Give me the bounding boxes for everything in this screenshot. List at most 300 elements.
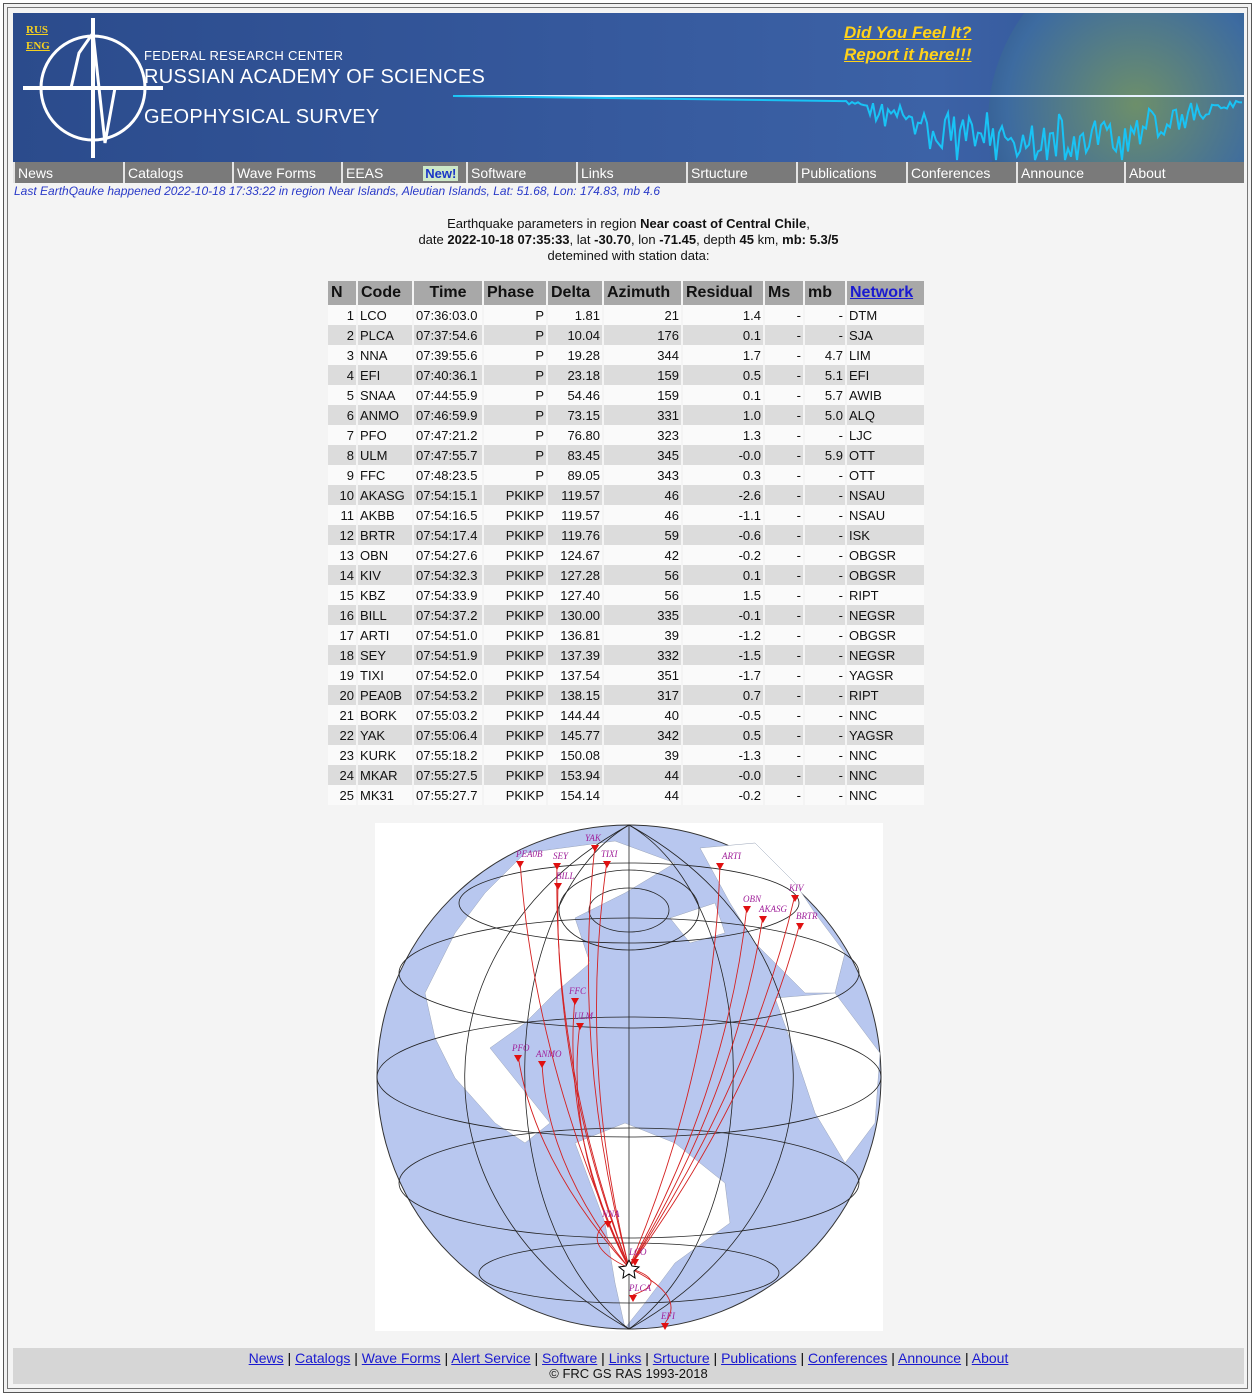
eq-mb-label: mb: (782, 232, 806, 247)
cell-time: 07:54:37.2 (414, 605, 482, 625)
cell-n: 18 (328, 645, 356, 665)
cell-code: EFI (358, 365, 412, 385)
cell-phase: PKIKP (484, 785, 546, 805)
cell-ms: - (765, 425, 803, 445)
cell-phase: PKIKP (484, 705, 546, 725)
globe-image (988, 13, 1244, 162)
report-it-link[interactable]: Report it here!!! (844, 45, 972, 64)
cell-azimuth: 21 (604, 305, 681, 325)
cell-azimuth: 44 (604, 785, 681, 805)
cell-network: NNC (847, 705, 924, 725)
table-row (328, 745, 924, 765)
cell-residual: 0.5 (683, 365, 763, 385)
cell-azimuth: 317 (604, 685, 681, 705)
cell-ms: - (765, 685, 803, 705)
footer-link-conferences[interactable]: Conferences (807, 1350, 888, 1366)
cell-time: 07:36:03.0 (414, 305, 482, 325)
cell-delta: 130.00 (548, 605, 602, 625)
cell-time: 07:40:36.1 (414, 365, 482, 385)
cell-code: AKBB (358, 505, 412, 525)
eq-lat: -30.70 (594, 232, 632, 247)
cell-time: 07:44:55.9 (414, 385, 482, 405)
cell-n: 9 (328, 465, 356, 485)
cell-code: PLCA (358, 325, 412, 345)
cell-phase: PKIKP (484, 485, 546, 505)
cell-delta: 124.67 (548, 545, 602, 565)
cell-n: 7 (328, 425, 356, 445)
nav-software[interactable]: Software (466, 162, 576, 183)
table-row (328, 785, 924, 805)
station-label-sey: SEY (553, 851, 569, 861)
cell-code: LCO (358, 305, 412, 325)
cell-delta: 153.94 (548, 765, 602, 785)
station-table (326, 281, 926, 805)
cell-phase: P (484, 345, 546, 365)
cell-code: ARTI (358, 625, 412, 645)
nav-about[interactable]: About (1124, 162, 1244, 183)
cell-mb: 5.9 (805, 445, 845, 465)
cell-code: KBZ (358, 585, 412, 605)
footer-link-about[interactable]: About (971, 1350, 1009, 1366)
cell-mb: - (805, 585, 845, 605)
cell-network: DTM (847, 305, 924, 325)
cell-phase: PKIKP (484, 665, 546, 685)
station-label-plca: PLCA (629, 1283, 652, 1293)
col-phase: Phase (484, 281, 546, 305)
cell-phase: P (484, 385, 546, 405)
col-time: Time (414, 281, 482, 305)
footer-link-links[interactable]: Links (608, 1350, 642, 1366)
cell-phase: PKIKP (484, 625, 546, 645)
cell-code: TIXI (358, 665, 412, 685)
cell-delta: 119.57 (548, 505, 602, 525)
copyright: © FRC GS RAS 1993-2018 (549, 1366, 708, 1381)
cell-mb: 5.7 (805, 385, 845, 405)
cell-ms: - (765, 385, 803, 405)
cell-phase: PKIKP (484, 585, 546, 605)
cell-azimuth: 39 (604, 745, 681, 765)
cell-delta: 54.46 (548, 385, 602, 405)
nav-publications[interactable]: Publications (796, 162, 906, 183)
footer (13, 1348, 1244, 1384)
cell-n: 3 (328, 345, 356, 365)
cell-n: 2 (328, 325, 356, 345)
cell-delta: 127.40 (548, 585, 602, 605)
org-line-3: GEOPHYSICAL SURVEY (144, 106, 380, 128)
logo-emblem-icon (23, 18, 163, 158)
cell-time: 07:55:27.7 (414, 785, 482, 805)
footer-link-srtucture[interactable]: Srtucture (652, 1350, 710, 1366)
cell-ms: - (765, 665, 803, 685)
station-label-akasg: AKASG (759, 904, 787, 914)
lang-rus-link[interactable]: RUS (26, 24, 49, 36)
cell-n: 1 (328, 305, 356, 325)
last-earthquake-ticker[interactable]: Last EarthQauke happened 2022-10-18 17:33:22 in region Near Islands, Aleutian Islands, Lat: 51.68, Lon: 174.83, mb 4.6 (14, 184, 661, 198)
cell-ms: - (765, 525, 803, 545)
table-row (328, 445, 924, 465)
cell-code: KIV (358, 565, 412, 585)
table-row (328, 725, 924, 745)
cell-time: 07:55:06.4 (414, 725, 482, 745)
footer-link-wave-forms[interactable]: Wave Forms (361, 1350, 441, 1366)
table-row (328, 345, 924, 365)
cell-delta: 154.14 (548, 785, 602, 805)
cell-network: SJA (847, 325, 924, 345)
cell-residual: 0.1 (683, 385, 763, 405)
cell-ms: - (765, 545, 803, 565)
cell-time: 07:55:03.2 (414, 705, 482, 725)
nav-structure[interactable]: Srtucture (686, 162, 796, 183)
cell-code: PEA0B (358, 685, 412, 705)
cell-azimuth: 332 (604, 645, 681, 665)
col-code: Code (358, 281, 412, 305)
nav-conferences[interactable]: Conferences (906, 162, 1016, 183)
table-row (328, 525, 924, 545)
cell-ms: - (765, 485, 803, 505)
cell-network: ISK (847, 525, 924, 545)
cell-time: 07:47:55.7 (414, 445, 482, 465)
eq-date: 2022-10-18 07:35:33 (447, 232, 570, 247)
nav-catalogs[interactable]: Catalogs (123, 162, 232, 183)
cell-mb: - (805, 485, 845, 505)
col-residual: Residual (683, 281, 763, 305)
footer-link-news[interactable]: News (248, 1350, 284, 1366)
cell-network: NNC (847, 785, 924, 805)
cell-delta: 76.80 (548, 425, 602, 445)
cell-network: NNC (847, 765, 924, 785)
eq-region-line: Earthquake parameters in region Near coast of Central Chile, (447, 216, 810, 231)
cell-phase: PKIKP (484, 725, 546, 745)
cell-delta: 73.15 (548, 405, 602, 425)
table-row (328, 605, 924, 625)
cell-code: AKASG (358, 485, 412, 505)
cell-code: NNA (358, 345, 412, 365)
cell-delta: 127.28 (548, 565, 602, 585)
eq-region: Near coast of Central Chile (640, 216, 807, 231)
cell-mb: - (805, 705, 845, 725)
cell-phase: PKIKP (484, 745, 546, 765)
cell-phase: P (484, 425, 546, 445)
cell-delta: 137.54 (548, 665, 602, 685)
station-label-anmo: ANMO (536, 1049, 562, 1059)
cell-n: 16 (328, 605, 356, 625)
cell-mb: - (805, 505, 845, 525)
cell-time: 07:55:18.2 (414, 745, 482, 765)
cell-network: NEGSR (847, 645, 924, 665)
cell-phase: PKIKP (484, 545, 546, 565)
cell-code: FFC (358, 465, 412, 485)
cell-mb: - (805, 645, 845, 665)
cell-network: OTT (847, 465, 924, 485)
cell-residual: 1.3 (683, 425, 763, 445)
cell-phase: P (484, 305, 546, 325)
cell-residual: -1.2 (683, 625, 763, 645)
nav-links[interactable]: Links (576, 162, 686, 183)
table-row (328, 625, 924, 645)
eq-params-line (0, 232, 1257, 247)
cell-network: YAGSR (847, 665, 924, 685)
station-rows (328, 305, 924, 805)
cell-code: BORK (358, 705, 412, 725)
cell-residual: 0.1 (683, 565, 763, 585)
cell-mb: - (805, 465, 845, 485)
cell-ms: - (765, 345, 803, 365)
cell-ms: - (765, 465, 803, 485)
footer-link-software[interactable]: Software (542, 1350, 598, 1366)
cell-time: 07:54:51.9 (414, 645, 482, 665)
cell-network: EFI (847, 365, 924, 385)
cell-delta: 137.39 (548, 645, 602, 665)
ray-path-map (375, 823, 883, 1331)
cell-azimuth: 159 (604, 385, 681, 405)
cell-residual: -0.6 (683, 525, 763, 545)
cell-azimuth: 39 (604, 625, 681, 645)
cell-delta: 23.18 (548, 365, 602, 385)
cell-time: 07:54:51.0 (414, 625, 482, 645)
station-label-obn: OBN (743, 894, 761, 904)
eq-km-label: km, (757, 232, 779, 247)
col-azimuth: Azimuth (604, 281, 681, 305)
cell-azimuth: 342 (604, 725, 681, 745)
cell-residual: -0.5 (683, 705, 763, 725)
cell-time: 07:48:23.5 (414, 465, 482, 485)
cell-ms: - (765, 585, 803, 605)
cell-network: RIPT (847, 585, 924, 605)
cell-time: 07:54:17.4 (414, 525, 482, 545)
cell-network: YAGSR (847, 725, 924, 745)
cell-n: 22 (328, 725, 356, 745)
station-label-kiv: KIV (789, 883, 804, 893)
nav-announce[interactable]: Announce (1016, 162, 1124, 183)
cell-n: 5 (328, 385, 356, 405)
cell-azimuth: 343 (604, 465, 681, 485)
cell-phase: PKIKP (484, 765, 546, 785)
nav-eeas[interactable] (341, 162, 466, 183)
cell-delta: 136.81 (548, 625, 602, 645)
table-header-row (328, 281, 924, 305)
network-sort-link[interactable]: Network (850, 284, 914, 301)
cell-phase: P (484, 465, 546, 485)
cell-mb: - (805, 745, 845, 765)
table-row (328, 485, 924, 505)
cell-network: AWIB (847, 385, 924, 405)
org-line-2: RUSSIAN ACADEMY OF SCIENCES (144, 66, 486, 88)
cell-delta: 144.44 (548, 705, 602, 725)
cell-n: 6 (328, 405, 356, 425)
cell-code: OBN (358, 545, 412, 565)
table-row (328, 325, 924, 345)
cell-time: 07:54:16.5 (414, 505, 482, 525)
cell-network: OBGSR (847, 565, 924, 585)
cell-n: 20 (328, 685, 356, 705)
cell-code: PFO (358, 425, 412, 445)
cell-mb: - (805, 425, 845, 445)
footer-links: News | Catalogs | Wave Forms | Alert Service | Software | Links | Srtucture | Publications | Conferences | Announce | About (248, 1350, 1009, 1366)
cell-mb: - (805, 525, 845, 545)
cell-residual: 0.1 (683, 325, 763, 345)
cell-time: 07:54:15.1 (414, 485, 482, 505)
nav-wave-forms[interactable]: Wave Forms (232, 162, 341, 183)
table-row (328, 425, 924, 445)
main-nav (13, 162, 1244, 183)
cell-ms: - (765, 705, 803, 725)
cell-residual: -1.5 (683, 645, 763, 665)
cell-ms: - (765, 325, 803, 345)
cell-azimuth: 159 (604, 365, 681, 385)
station-label-bill: BILL (556, 871, 575, 881)
cell-network: LJC (847, 425, 924, 445)
cell-phase: PKIKP (484, 525, 546, 545)
cell-azimuth: 42 (604, 545, 681, 565)
eq-lat-label: , lat (569, 232, 591, 247)
cell-code: KURK (358, 745, 412, 765)
station-label-brtr: BRTR (796, 911, 818, 921)
col-delta: Delta (548, 281, 602, 305)
station-label-pea0b: PEA0B (516, 849, 543, 859)
cell-delta: 119.76 (548, 525, 602, 545)
cell-residual: 1.4 (683, 305, 763, 325)
cell-n: 14 (328, 565, 356, 585)
cell-residual: 1.7 (683, 345, 763, 365)
cell-network: ALQ (847, 405, 924, 425)
footer-link-announce[interactable]: Announce (898, 1350, 962, 1366)
cell-azimuth: 56 (604, 565, 681, 585)
eq-lon: -71.45 (659, 232, 697, 247)
col-network[interactable] (847, 281, 924, 305)
cell-azimuth: 331 (604, 405, 681, 425)
cell-ms: - (765, 785, 803, 805)
cell-ms: - (765, 725, 803, 745)
cell-n: 15 (328, 585, 356, 605)
cell-n: 4 (328, 365, 356, 385)
did-you-feel-it-link[interactable]: Did You Feel It? (844, 23, 972, 42)
cell-network: OTT (847, 445, 924, 465)
cell-residual: -0.0 (683, 765, 763, 785)
station-label-nna: NNA (602, 1209, 620, 1219)
cell-code: SNAA (358, 385, 412, 405)
eq-depth-label: , depth (696, 232, 736, 247)
station-label-ffc: FFC (569, 986, 586, 996)
new-badge: New! (425, 166, 457, 181)
cell-residual: 0.5 (683, 725, 763, 745)
cell-time: 07:54:53.2 (414, 685, 482, 705)
table-row (328, 545, 924, 565)
cell-mb: - (805, 685, 845, 705)
cell-ms: - (765, 645, 803, 665)
eq-date-label: date (418, 232, 444, 247)
eq-mb: 5.3/5 (809, 232, 839, 247)
cell-delta: 83.45 (548, 445, 602, 465)
table-row (328, 385, 924, 405)
cell-time: 07:54:33.9 (414, 585, 482, 605)
eq-determined-line: detemined with station data: (547, 248, 710, 263)
cell-phase: PKIKP (484, 505, 546, 525)
cell-network: NEGSR (847, 605, 924, 625)
cell-code: YAK (358, 725, 412, 745)
cell-mb: - (805, 765, 845, 785)
cell-mb: - (805, 325, 845, 345)
cell-residual: -0.2 (683, 545, 763, 565)
table-row (328, 405, 924, 425)
cell-residual: -1.7 (683, 665, 763, 685)
site-header (13, 13, 1244, 162)
cell-time: 07:39:55.6 (414, 345, 482, 365)
cell-mb: - (805, 785, 845, 805)
cell-ms: - (765, 765, 803, 785)
table-row (328, 665, 924, 685)
cell-delta: 145.77 (548, 725, 602, 745)
lang-eng-link[interactable]: ENG (26, 40, 50, 52)
cell-network: NSAU (847, 485, 924, 505)
cell-phase: P (484, 325, 546, 345)
eq-lon-label: , lon (631, 232, 656, 247)
cell-time: 07:54:32.3 (414, 565, 482, 585)
table-row (328, 505, 924, 525)
cell-code: MKAR (358, 765, 412, 785)
cell-code: ANMO (358, 405, 412, 425)
cell-network: NSAU (847, 505, 924, 525)
cell-n: 17 (328, 625, 356, 645)
footer-link-publications[interactable]: Publications (721, 1350, 797, 1366)
nav-eeas-label: EEAS (346, 165, 384, 181)
table-row (328, 685, 924, 705)
cell-n: 10 (328, 485, 356, 505)
cell-azimuth: 44 (604, 765, 681, 785)
cell-residual: 1.0 (683, 405, 763, 425)
col-n: N (328, 281, 356, 305)
cell-network: RIPT (847, 685, 924, 705)
cell-mb: 5.0 (805, 405, 845, 425)
table-row (328, 765, 924, 785)
cell-phase: PKIKP (484, 605, 546, 625)
footer-link-alert-service[interactable]: Alert Service (451, 1350, 531, 1366)
cell-network: OBGSR (847, 625, 924, 645)
cell-mb: - (805, 565, 845, 585)
cell-time: 07:47:21.2 (414, 425, 482, 445)
cell-code: BILL (358, 605, 412, 625)
table-row (328, 305, 924, 325)
cell-phase: P (484, 405, 546, 425)
cell-network: NNC (847, 745, 924, 765)
cell-residual: -2.6 (683, 485, 763, 505)
col-ms: Ms (765, 281, 803, 305)
cell-phase: PKIKP (484, 565, 546, 585)
table-row (328, 705, 924, 725)
table-row (328, 465, 924, 485)
cell-ms: - (765, 405, 803, 425)
cell-n: 23 (328, 745, 356, 765)
cell-mb: 4.7 (805, 345, 845, 365)
cell-residual: -0.2 (683, 785, 763, 805)
table-row (328, 565, 924, 585)
table-row (328, 585, 924, 605)
footer-link-catalogs[interactable]: Catalogs (295, 1350, 351, 1366)
eq-intro: Earthquake parameters in region (447, 216, 637, 231)
cell-n: 24 (328, 765, 356, 785)
nav-news[interactable]: News (13, 162, 123, 183)
cell-ms: - (765, 305, 803, 325)
cell-time: 07:37:54.6 (414, 325, 482, 345)
cell-residual: -1.3 (683, 745, 763, 765)
cell-time: 07:55:27.5 (414, 765, 482, 785)
cell-azimuth: 335 (604, 605, 681, 625)
cell-code: MK31 (358, 785, 412, 805)
cell-azimuth: 323 (604, 425, 681, 445)
cell-azimuth: 345 (604, 445, 681, 465)
station-label-lco: LCO (629, 1247, 647, 1257)
cell-ms: - (765, 445, 803, 465)
cell-azimuth: 46 (604, 505, 681, 525)
